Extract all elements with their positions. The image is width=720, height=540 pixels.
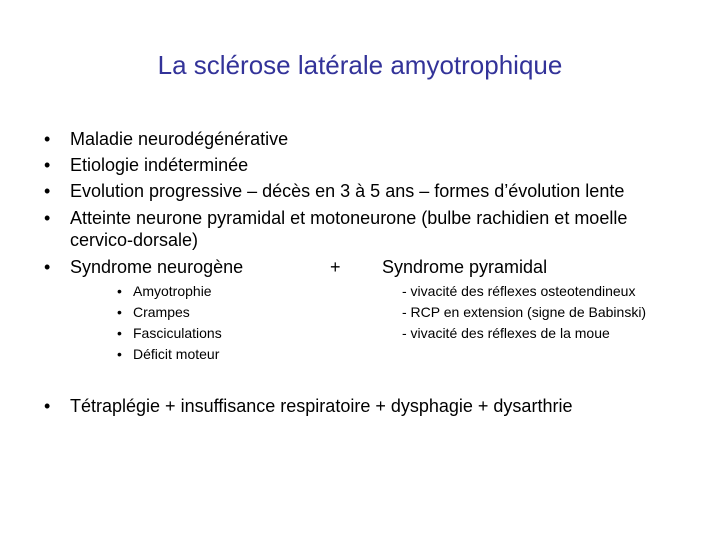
bullet-text: Atteinte neurone pyramidal et motoneurone (bulbe rachidien et moelle (70, 208, 628, 228)
sub-item-text: Déficit moteur (133, 346, 220, 362)
sub-bullet-dot: • (117, 346, 122, 362)
bullet-dot: • (44, 257, 51, 277)
sub-item-text: Amyotrophie (133, 283, 212, 299)
pyramidal-item: - vivacité des réflexes osteotendineux (402, 283, 636, 299)
bullet-dot: • (44, 155, 51, 175)
pyramidal-item: - RCP en extension (signe de Babinski) (402, 304, 647, 320)
syndrome-pyramidal-label: Syndrome pyramidal (382, 257, 548, 277)
syndrome-neurogene-label: Syndrome neurogène (70, 257, 244, 277)
bullet-dot: • (44, 181, 51, 201)
sub-bullet-dot: • (117, 325, 122, 341)
plus-sign: + (330, 257, 341, 277)
bullet-dot: • (44, 396, 51, 416)
bullet-text: Etiologie indéterminée (70, 155, 249, 175)
bullet-text: cervico-dorsale) (70, 230, 199, 250)
final-bullet-text: Tétraplégie + insuffisance respiratoire + dysphagie + dysarthrie (70, 396, 573, 416)
sub-bullet-dot: • (117, 283, 122, 299)
bullet-text: Maladie neurodégénérative (70, 129, 289, 149)
sub-item-text: Fasciculations (133, 325, 222, 341)
bullet-dot: • (44, 129, 51, 149)
sub-bullet-dot: • (117, 304, 122, 320)
bullet-dot: • (44, 208, 51, 228)
bullet-text: Evolution progressive – décès en 3 à 5 ans – formes d’évolution lente (70, 181, 625, 201)
slide-title: La sclérose latérale amyotrophique (157, 50, 563, 80)
pyramidal-item: - vivacité des réflexes de la moue (402, 325, 610, 341)
sub-item-text: Crampes (133, 304, 190, 320)
